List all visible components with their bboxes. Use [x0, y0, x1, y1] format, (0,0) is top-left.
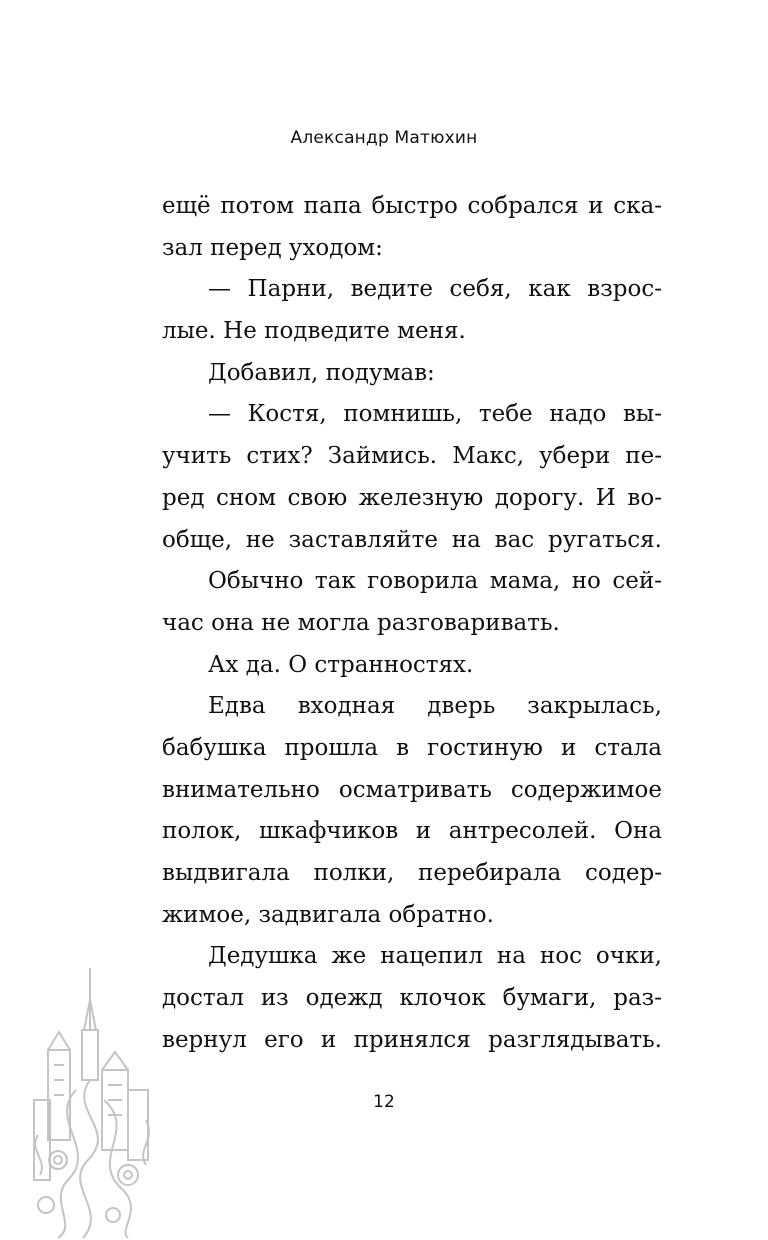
text-line: ещё потом папа быстро собрался и ска-	[162, 193, 662, 219]
text-line: обще, не заставляйте на вас ругаться.	[162, 526, 662, 553]
running-header: Александр Матюхин	[290, 128, 478, 148]
text-line: выдвигала полки, перебирала содер-	[162, 860, 662, 886]
text-line: Едва входная дверь закрылась,	[208, 693, 662, 720]
text-line: учить стих? Займись. Макс, убери пе-	[162, 443, 662, 470]
text-line: зал перед уходом:	[162, 234, 383, 261]
text-line: бабушка прошла в гостиную и стала	[162, 734, 662, 761]
text-line: полок, шкафчиков и антресолей. Она	[162, 818, 662, 845]
page-body-text	[162, 186, 662, 1061]
text-line: час она не могла разговаривать.	[162, 609, 560, 636]
text-line: Ах да. О странностях.	[208, 651, 474, 678]
text-line: жимое, задвигала обратно.	[162, 901, 494, 928]
text-line: достал из одежд клочок бумаги, раз-	[162, 985, 662, 1012]
text-line: Добавил, подумав:	[208, 359, 435, 386]
text-line: ред сном свою железную дорогу. И во-	[162, 484, 662, 511]
text-line: — Парни, ведите себя, как взрос-	[208, 276, 662, 303]
text-line: внимательно осматривать содержимое	[162, 776, 662, 803]
city-tower-swirl-ornament-icon	[28, 960, 158, 1240]
text-line: вернул его и принялся разглядывать.	[162, 1026, 662, 1053]
text-line: Дедушка же нацепил на нос очки,	[208, 943, 662, 970]
text-line: лые. Не подведите меня.	[162, 318, 466, 345]
page-number: 12	[373, 1092, 395, 1112]
text-line: — Костя, помнишь, тебе надо вы-	[208, 401, 662, 428]
text-line: Обычно так говорила мама, но сей-	[208, 568, 662, 595]
